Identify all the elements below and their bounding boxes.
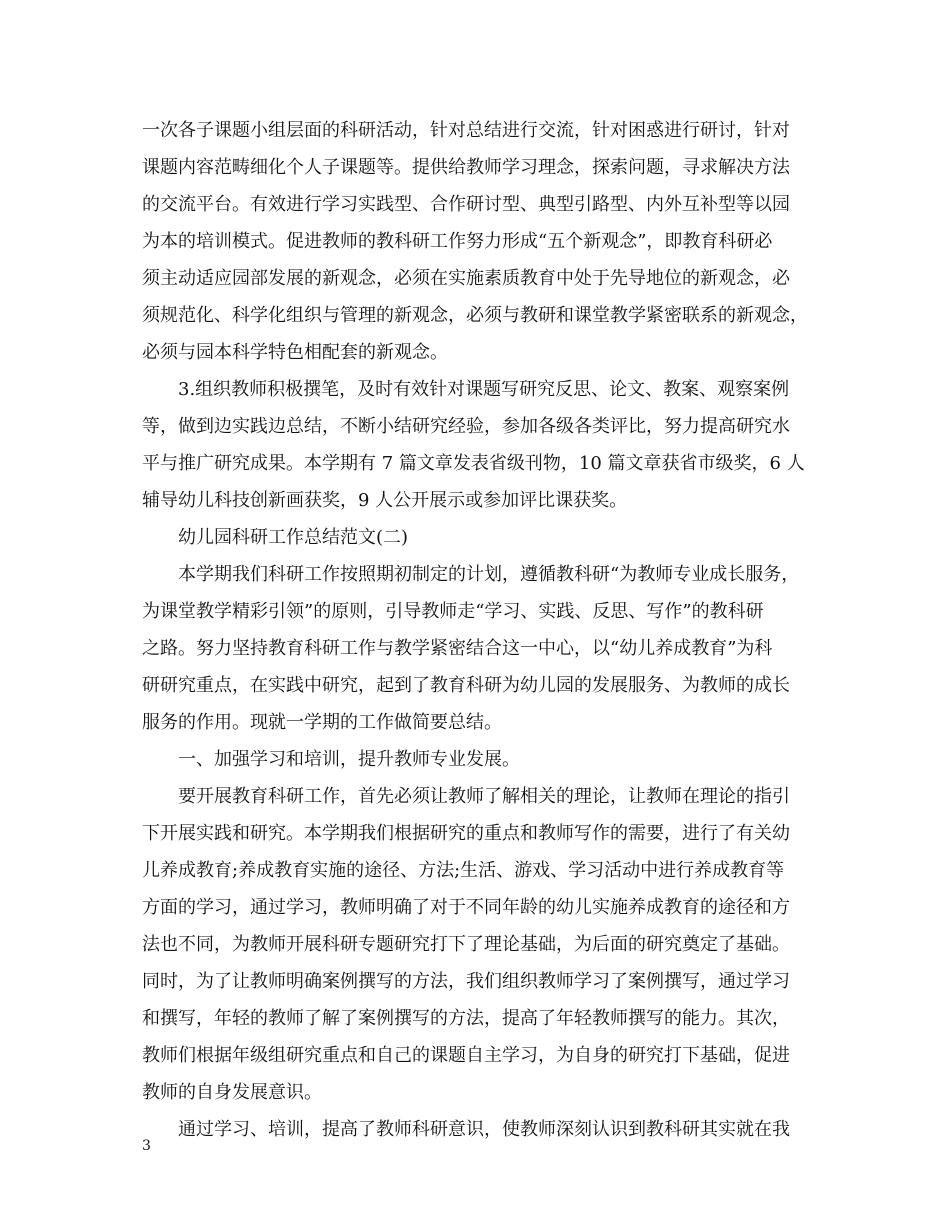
document-body [142,112,822,1148]
text-line: 等，做到边实践边总结，不断小结研究经验，参加各级各类评比，努力提高研究水 [142,416,790,437]
text-line: 本学期我们科研工作按照期初制定的计划，遵循教科研“为教师专业成长服务， [178,564,800,585]
page-number: 3 [142,1138,151,1154]
text-line: 须主动适应园部发展的新观念，必须在实施素质教育中处于先导地位的新观念，必 [142,268,790,289]
text-line: 一、加强学习和培训，提升教师专业发展。 [178,749,520,770]
text-line: 法也不同，为教师开展科研专题研究打下了理论基础，为后面的研究奠定了基础。 [142,934,790,955]
text-line: 教师们根据年级组研究重点和自己的课题自主学习，为自身的研究打下基础，促进 [142,1045,790,1066]
text-line: 一次各子课题小组层面的科研活动，针对总结进行交流，针对困惑进行研讨，针对 [142,120,790,141]
text-line: 平与推广研究成果。本学期有 7 篇文章发表省级刊物，10 篇文章获省市级奖，6 人 [142,453,805,474]
text-line: 要开展教育科研工作，首先必须让教师了解相关的理论，让教师在理论的指引 [178,786,790,807]
text-line: 的交流平台。有效进行学习实践型、合作研讨型、典型引路型、内外互补型等以园 [142,194,790,215]
text-line: 教师的自身发展意识。 [142,1082,322,1103]
text-line: 和撰写，年轻的教师了解了案例撰写的方法，提高了年轻教师撰写的能力。其次， [142,1008,790,1029]
text-line: 之路。努力坚持教育科研工作与教学紧密结合这一中心，以“幼儿养成教育”为科 [142,638,773,659]
text-line: 同时，为了让教师明确案例撰写的方法，我们组织教师学习了案例撰写，通过学习 [142,971,790,992]
text-line: 幼儿园科研工作总结范文(二) [178,527,409,548]
text-line: 须规范化、科学化组织与管理的新观念，必须与教研和课堂教学紧密联系的新观念， [142,305,808,326]
text-line: 必须与园本科学特色相配套的新观念。 [142,342,448,363]
text-line: 通过学习、培训，提高了教师科研意识，使教师深刻认识到教科研其实就在我 [178,1119,790,1140]
text-line: 服务的作用。现就一学期的工作做简要总结。 [142,712,502,733]
text-line: 方面的学习，通过学习，教师明确了对于不同年龄的幼儿实施养成教育的途径和方 [142,897,790,918]
text-line: 3.组织教师积极撰笔，及时有效针对课题写研究反思、论文、教案、观察案例 [178,379,790,400]
text-line: 课题内容范畴细化个人子课题等。提供给教师学习理念，探索问题，寻求解决方法 [142,157,790,178]
text-line: 为本的培训模式。促进教师的教科研工作努力形成“五个新观念”，即教育科研必 [142,231,773,252]
text-line: 为课堂教学精彩引领”的原则，引导教师走“学习、实践、反思、写作”的教科研 [142,601,764,622]
text-line: 下开展实践和研究。本学期我们根据研究的重点和教师写作的需要，进行了有关幼 [142,823,790,844]
text-line: 儿养成教育;养成教育实施的途径、方法;生活、游戏、学习活动中进行养成教育等 [142,860,785,881]
text-line: 研研究重点，在实践中研究，起到了教育科研为幼儿园的发展服务、为教师的成长 [142,675,790,696]
text-line: 辅导幼儿科技创新画获奖，9 人公开展示或参加评比课获奖。 [142,490,628,511]
